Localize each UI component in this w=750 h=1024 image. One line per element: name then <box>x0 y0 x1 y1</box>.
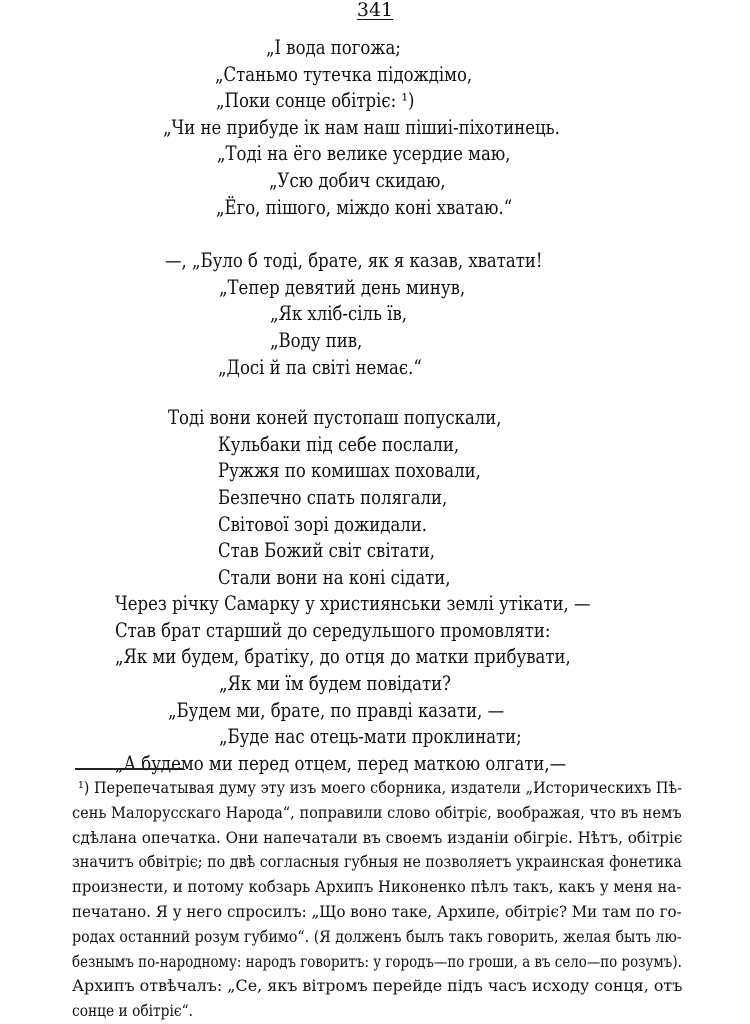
verse-line: Став Божий світ світати, <box>218 539 435 563</box>
verse-line: „Досі й па світі немає.“ <box>218 355 422 379</box>
verse-line: „Тепер девятий день минув, <box>219 275 466 299</box>
verse-line: „Усю добич скидаю, <box>269 168 446 192</box>
verse-line: „Буде нас отець-мати проклинати; <box>219 725 522 749</box>
stanza-3 <box>0 405 750 777</box>
verse-line: „Чи не прибуде ік нам наш пішиі-піхотинець. <box>163 115 560 139</box>
footnote-line: безнымъ по-народному: народъ говоритъ: у городъ—по гроши, а въ село—по розумъ). <box>72 951 682 971</box>
verse-line: Стали вони на коні сідати, <box>218 565 451 589</box>
verse-line: „Тоді на ёго велике усердие маю, <box>217 142 511 166</box>
stanza-2 <box>0 248 750 381</box>
verse-line: Ружжя по комишах поховали, <box>218 459 481 483</box>
footnote-line: Архипъ отвѣчалъ: „Се, якъ вітромъ перейде підъ часъ исходу сонця, отъ <box>72 976 683 996</box>
verse-line: „Ёго, пішого, міждо коні хватаю.“ <box>216 195 513 219</box>
verse-line: „Як ми будем, братіку, до отця до матки прибувати, <box>115 645 571 669</box>
poem-body <box>0 35 750 777</box>
verse-line: „Воду пив, <box>270 328 363 352</box>
verse-line: „Станьмо тутечка підождімо, <box>215 62 473 86</box>
footnote-divider <box>75 768 183 770</box>
verse-line: „А будемо ми перед отцем, перед маткою олгати,— <box>115 751 567 775</box>
footnote-line: родах останний розум губимо“. (Я долженъ былъ такъ говорить, желая быть лю- <box>72 926 682 946</box>
footnote-line: произнести, и потому кобзарь Архипъ Никоненко пѣлъ такъ, какъ у меня на- <box>72 877 682 897</box>
verse-line: Кульбаки під себе послали, <box>218 432 460 456</box>
verse-line: Через річку Самарку у християнськи землі утікати, — <box>115 592 591 616</box>
verse-line: Став брат старший до середульшого промовляти: <box>115 618 551 642</box>
verse-line: Безпечно спать полягали, <box>218 485 448 509</box>
footnote <box>0 776 750 1024</box>
footnote-line: сонце и обітріє“. <box>72 1001 193 1021</box>
footnote-line: значитъ обвітріє; по двѣ согласныя губныя не позволяетъ украинская фонетика <box>72 852 682 872</box>
stanza-1 <box>0 35 750 221</box>
verse-line: „І вода погожа; <box>266 36 401 59</box>
page-number: 341 <box>356 0 394 21</box>
verse-line: „Поки сонце обітріє: ¹) <box>216 89 415 113</box>
footnote-line: ¹) Перепечатывая думу эту изъ моего сборника, издатели „Историческихъ Пѣ- <box>78 778 682 797</box>
footnote-line: сдѣлана опечатка. Они напечатали въ своемъ изданіи обігріє. Нѣтъ, обітріє <box>72 827 683 847</box>
verse-line: „Як хліб-сіль їв, <box>270 302 408 326</box>
footnote-line: сень Малорусскаго Народа“, поправили слово обітріє, воображая, что въ немъ <box>72 802 682 822</box>
verse-line: Світової зорі дожидали. <box>218 512 428 536</box>
verse-line: „Будем ми, брате, по правді казати, — <box>168 698 505 722</box>
verse-line: Тоді вони коней пустопаш попускали, <box>168 406 502 430</box>
verse-line: —, „Було б тоді, брате, як я казав, хватати! <box>165 249 543 273</box>
verse-line: „Як ми їм будем повідати? <box>219 672 451 696</box>
footnote-line: печатано. Я у него спросилъ: „Що воно таке, Архипе, обітріє? Ми там по го- <box>72 901 682 921</box>
